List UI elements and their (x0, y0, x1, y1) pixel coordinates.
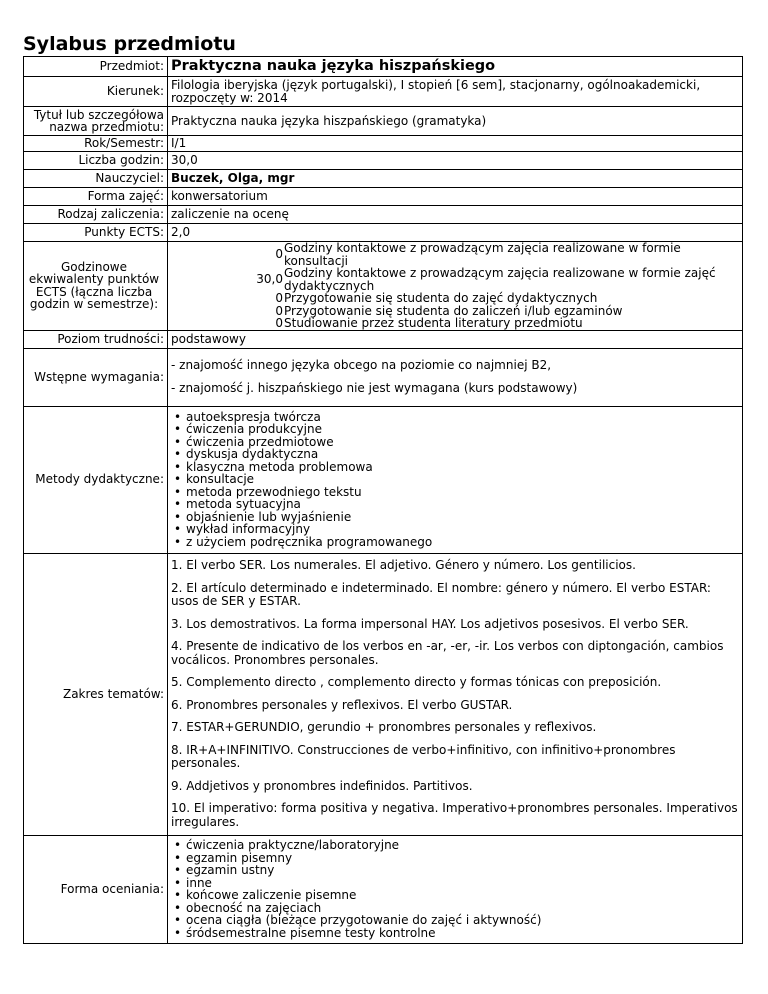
assessment-item: • ocena ciągła (bieżące przygotowanie do zajęć i aktywność) (171, 914, 739, 927)
hours-text: Godziny kontaktowe z prowadzącym zajęcia realizowane w formie zajęć dydaktycznych (284, 266, 716, 293)
label-godzinowe-line-1: Godzinowe (60, 259, 128, 274)
row-rok (24, 136, 743, 152)
label-rok: Rok/Semestr: (24, 136, 168, 152)
hours-item (168, 242, 742, 267)
value-metody (168, 406, 743, 553)
hours-list (168, 242, 742, 330)
row-ocenianie (24, 835, 743, 943)
requirement-item: - znajomość innego języka obcego na poziomie co najmniej B2, (171, 358, 552, 372)
row-poziom (24, 330, 743, 348)
assessment-list (171, 839, 739, 939)
value-przedmiot: Praktyczna nauka języka hiszpańskiego (168, 57, 743, 77)
method-item: • metoda przewodniego tekstu (171, 486, 739, 499)
methods-list (171, 411, 739, 549)
label-forma: Forma zajęć: (24, 188, 168, 206)
topic-item: 7. ESTAR+GERUNDIO, gerundio + pronombres personales y reflexivos. (171, 720, 597, 734)
row-godzinowe (24, 242, 743, 331)
label-ocenianie: Forma oceniania: (24, 835, 168, 943)
row-nauczyciel (24, 170, 743, 188)
method-item: • klasyczna metoda problemowa (171, 461, 739, 474)
row-zakres (24, 553, 743, 835)
method-item: • ćwiczenia przedmiotowe (171, 436, 739, 449)
value-ocenianie (168, 835, 743, 943)
assessment-item: • obecność na zajęciach (171, 902, 739, 915)
label-zakres: Zakres tematów: (24, 553, 168, 835)
method-item: • konsultacje (171, 473, 739, 486)
label-tytul-line-1: Tytuł lub szczegółowa (33, 107, 164, 122)
method-item: • ćwiczenia produkcyjne (171, 423, 739, 436)
topic-item: 8. IR+A+INFINITIVO. Construcciones de verbo+infinitivo, con infinitivo+pronombres personales. (171, 742, 676, 770)
label-tytul (24, 107, 168, 136)
method-item: • wykład informacyjny (171, 523, 739, 536)
topic-item: 5. Complemento directo , complemento directo y formas tónicas con preposición. (171, 675, 662, 689)
topic-item: 6. Pronombres personales y reflexivos. El verbo GUSTAR. (171, 697, 513, 712)
value-nauczyciel: Buczek, Olga, mgr (168, 170, 743, 188)
assessment-item: • śródsemestralne pisemne testy kontrolne (171, 927, 739, 940)
hours-item (168, 317, 742, 330)
hours-value: 0 (275, 247, 283, 262)
method-item: • dyskusja dydaktyczna (171, 448, 739, 461)
label-godzinowe (24, 242, 168, 331)
hours-text: Przygotowanie się studenta do zaliczeń i/lub egzaminów (284, 303, 623, 318)
hours-text: Godziny kontaktowe z prowadzącym zajęcia realizowane w formie konsultacji (284, 241, 681, 268)
hours-value: 0 (275, 291, 283, 305)
label-godzinowe-line-2: ekwiwalenty punktów (28, 272, 160, 287)
value-rok: I/1 (168, 136, 743, 152)
topic-item: 2. El artículo determinado e indeterminado. El nombre: género y número. El verbo ESTAR: usos de SER y ESTAR. (171, 580, 711, 608)
value-wymagania (168, 348, 743, 406)
value-zakres (168, 553, 743, 835)
value-kierunek (168, 77, 743, 107)
label-wymagania: Wstępne wymagania: (24, 348, 168, 406)
row-godziny (24, 152, 743, 170)
kierunek-line-1: Filologia iberyjska (język portugalski), I stopień [6 sem], stacjonarny, ogólnoakademicki, (171, 78, 701, 92)
topic-item: 4. Presente de indicativo de los verbos en -ar, -er, -ir. Los verbos con diptongación, cambios vocálicos. Pronombres personales. (171, 639, 724, 667)
method-item: • objaśnienie lub wyjaśnienie (171, 511, 739, 524)
label-przedmiot: Przedmiot: (24, 57, 168, 77)
row-wymagania (24, 348, 743, 406)
label-tytul-line-2: nazwa przedmiotu: (49, 120, 164, 134)
row-kierunek (24, 77, 743, 107)
hours-value: 30,0 (256, 272, 283, 287)
assessment-item: • ćwiczenia praktyczne/laboratoryjne (171, 839, 739, 852)
label-godzinowe-line-4: godzin w semestrze): (29, 297, 159, 312)
label-ects: Punkty ECTS: (24, 224, 168, 242)
hours-text: Studiowanie przez studenta literatury przedmiotu (284, 316, 583, 330)
row-metody (24, 406, 743, 553)
row-forma (24, 188, 743, 206)
assessment-item: • egzamin ustny (171, 864, 739, 877)
label-poziom: Poziom trudności: (24, 330, 168, 348)
value-poziom: podstawowy (168, 330, 743, 348)
hours-item (168, 267, 742, 292)
value-ects: 2,0 (168, 224, 743, 242)
hours-value: 0 (275, 303, 283, 318)
row-ects (24, 224, 743, 242)
label-kierunek: Kierunek: (24, 77, 168, 107)
row-zaliczenie (24, 206, 743, 224)
value-godzinowe (168, 242, 743, 331)
method-item: • metoda sytuacyjna (171, 498, 739, 511)
label-zaliczenie: Rodzaj zaliczenia: (24, 206, 168, 224)
label-godzinowe-line-3: ECTS (łączna liczba (35, 284, 153, 299)
topic-item: 10. El imperativo: forma positiva y negativa. Imperativo+pronombres personales. Imperativos irregulares. (171, 801, 738, 829)
assessment-item: • końcowe zaliczenie pisemne (171, 889, 739, 902)
hours-text: Przygotowanie się studenta do zajęć dydaktycznych (284, 291, 598, 305)
requirement-item: - znajomość j. hiszpańskiego nie jest wymagana (kurs podstawowy) (171, 381, 578, 395)
hours-item (168, 292, 742, 305)
label-godziny: Liczba godzin: (24, 152, 168, 170)
topic-item: 1. El verbo SER. Los numerales. El adjetivo. Género y número. Los gentilicios. (171, 558, 636, 572)
hours-value: 0 (275, 316, 283, 330)
assessment-item: • inne (171, 877, 739, 890)
label-metody: Metody dydaktyczne: (24, 406, 168, 553)
page-title: Sylabus przedmiotu (23, 33, 236, 55)
value-zaliczenie: zaliczenie na ocenę (168, 206, 743, 224)
kierunek-line-2: rozpoczęty w: 2014 (171, 90, 288, 105)
method-item: • z użyciem podręcznika programowanego (171, 536, 739, 549)
row-przedmiot (24, 57, 743, 77)
syllabus-table (23, 56, 743, 944)
topic-item: 3. Los demostrativos. La forma impersonal HAY. Los adjetivos posesivos. El verbo SER. (171, 616, 689, 631)
topic-item: 9. Addjetivos y pronombres indefinidos. Partitivos. (171, 778, 473, 793)
assessment-item: • egzamin pisemny (171, 852, 739, 865)
value-tytul: Praktyczna nauka języka hiszpańskiego (gramatyka) (168, 107, 743, 136)
row-tytul (24, 107, 743, 136)
value-forma: konwersatorium (168, 188, 743, 206)
method-item: • autoekspresja twórcza (171, 411, 739, 424)
label-nauczyciel: Nauczyciel: (24, 170, 168, 188)
value-godziny: 30,0 (168, 152, 743, 170)
